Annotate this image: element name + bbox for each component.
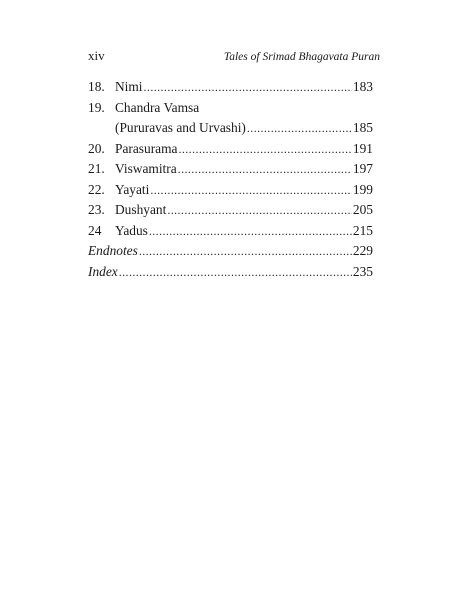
toc-entry-title: Yayati [115, 181, 150, 197]
toc-entry-page: 235 [352, 263, 373, 279]
toc-entry-page: 197 [352, 161, 373, 176]
toc-entry-pururavas-and-urvashi[interactable] [88, 118, 373, 139]
dot-leader [178, 139, 351, 160]
page-number: xiv [88, 48, 105, 63]
toc-entry-number: 22. [88, 181, 105, 197]
toc-entry-page: 185 [352, 120, 373, 135]
dot-leader [144, 77, 352, 98]
toc-entry-yadus[interactable] [88, 221, 373, 242]
toc-entry-parasurama[interactable] [88, 139, 373, 160]
toc-entry-index[interactable] [88, 262, 373, 283]
dot-leader [150, 180, 352, 201]
toc-entry-chandra-vamsa[interactable] [88, 98, 373, 119]
toc-entry-number: 18. [88, 79, 105, 94]
toc-entry-title: Endnotes [88, 243, 138, 258]
toc-entry-number: 20. [88, 140, 105, 156]
toc-entry-page: 229 [352, 243, 373, 258]
toc-entry-title: Index [88, 263, 118, 279]
running-title: Tales of Srimad Bhagavata Puran [223, 51, 380, 63]
toc-entry-dushyant[interactable] [88, 200, 373, 221]
dot-leader [247, 118, 352, 139]
toc-entry-number: 19. [88, 99, 105, 115]
toc-entry-page: 199 [352, 181, 373, 197]
toc-entry-number: 24 [88, 222, 102, 238]
toc-entry-number: 21. [88, 161, 105, 176]
dot-leader [149, 221, 352, 242]
dot-leader [139, 241, 352, 262]
toc-entry-page: 183 [352, 79, 373, 94]
toc-entry-number: 23. [88, 202, 105, 217]
dot-leader [119, 262, 352, 283]
toc-entry-title: Viswamitra [115, 161, 177, 176]
toc-entry-title: (Pururavas and Urvashi) [115, 120, 246, 135]
toc-entry-title: Chandra Vamsa [115, 99, 200, 115]
toc-entry-title: Yadus [115, 222, 148, 238]
toc-entry-page: 215 [352, 222, 373, 238]
table-of-contents [88, 77, 373, 282]
dot-leader [167, 200, 352, 221]
toc-entry-nimi[interactable] [88, 77, 373, 98]
toc-entry-page: 205 [352, 202, 373, 217]
page-header [88, 48, 380, 64]
toc-entry-yayati[interactable] [88, 180, 373, 201]
toc-entry-page: 191 [352, 140, 373, 156]
toc-entry-viswamitra[interactable] [88, 159, 373, 180]
dot-leader [178, 159, 352, 180]
toc-entry-title: Nimi [115, 79, 143, 94]
toc-entry-title: Parasurama [115, 140, 178, 156]
toc-entry-endnotes[interactable] [88, 241, 373, 262]
toc-entry-title: Dushyant [115, 202, 167, 217]
